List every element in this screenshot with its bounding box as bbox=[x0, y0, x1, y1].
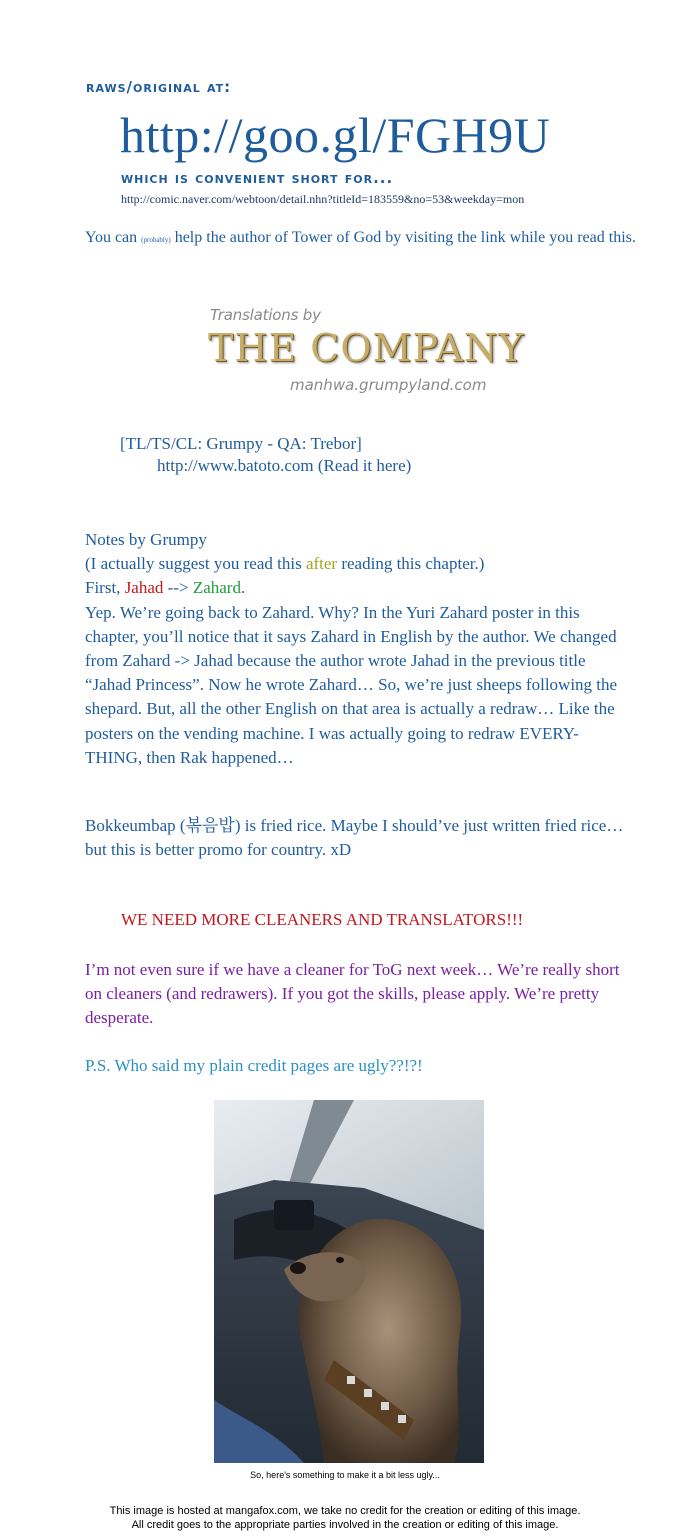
short-for-label: which is convenient short for... bbox=[121, 169, 394, 187]
logo-tagline: Translations by bbox=[210, 306, 321, 324]
notes-title: Notes by Grumpy bbox=[85, 530, 207, 549]
footer-line-1: This image is hosted at mangafox.com, we take no credit for the creation or editing of this image. bbox=[109, 1505, 581, 1517]
cleaner-note: I’m not even sure if we have a cleaner for ToG next week… We’re really short on cleaners (and redrawers). If you got the skills, please apply. We’re pretty desperate. bbox=[85, 960, 620, 1028]
logo-url: manhwa.grumpyland.com bbox=[290, 376, 487, 394]
batoto-link[interactable]: http://www.batoto.com (Read it here) bbox=[157, 456, 412, 475]
dog-photo bbox=[214, 1100, 484, 1463]
company-logo bbox=[208, 306, 525, 398]
notes-suggestion bbox=[85, 552, 625, 576]
first-prefix: First, bbox=[85, 578, 125, 598]
notes-section bbox=[85, 528, 625, 770]
support-text bbox=[85, 228, 645, 250]
footer-line-2: All credit goes to the appropriate parties involved in the creation or editing of this image. bbox=[131, 1519, 559, 1531]
raws-label: raws/original at: bbox=[86, 78, 232, 96]
support-suffix: help the author of Tower of God by visiting the link while you read this. bbox=[174, 229, 636, 246]
suggest-after: after bbox=[305, 554, 338, 574]
logo-name: THE COMPANY bbox=[208, 326, 525, 370]
photo-caption: So, here's something to make it a bit less ugly... bbox=[250, 1470, 440, 1480]
arrow-text: --> bbox=[163, 578, 193, 598]
jahad-word: Jahad bbox=[124, 578, 164, 598]
ps-note: P.S. Who said my plain credit pages are ugly??!?! bbox=[85, 1056, 423, 1075]
suggest-prefix: (I actually suggest you read this bbox=[85, 554, 306, 574]
notes-first bbox=[85, 576, 625, 600]
suggest-suffix: reading this chapter.) bbox=[337, 554, 485, 574]
footer bbox=[0, 1504, 690, 1532]
bokkeum-note: Bokkeumbap (볶음밥) is fried rice. Maybe I should’ve just written fried rice… but this is better promo for country. xD bbox=[85, 816, 624, 859]
recruit-heading: WE NEED MORE CLEANERS AND TRANSLATORS!!! bbox=[121, 910, 524, 929]
period-text: . bbox=[240, 578, 246, 598]
support-prefix: You can bbox=[85, 229, 138, 246]
support-small: (probably) bbox=[141, 236, 171, 244]
notes-paragraph: Yep. We’re going back to Zahard. Why? In the Yuri Zahard poster in this chapter, you’ll notice that it says Zahard in English by the author. We changed from Zahard -> Jahad because the author wrote Jahad in the previous title “Jahad Princess”. Now he wrote Zahard… So, we’re just sheeps following the shepard. But, all the other English on that area is actually a redraw… Like the posters on the vending machine. I was actually going to redraw EVERY-THING, then Rak happened… bbox=[85, 602, 618, 767]
zahard-word: Zahard bbox=[192, 578, 241, 598]
credits-line: [TL/TS/CL: Grumpy - QA: Trebor] bbox=[120, 434, 362, 453]
short-url-link[interactable]: http://goo.gl/FGH9U bbox=[120, 107, 551, 163]
long-url-link[interactable]: http://comic.naver.com/webtoon/detail.nhn?titleId=183559&no=53&weekday=mon bbox=[121, 192, 525, 206]
